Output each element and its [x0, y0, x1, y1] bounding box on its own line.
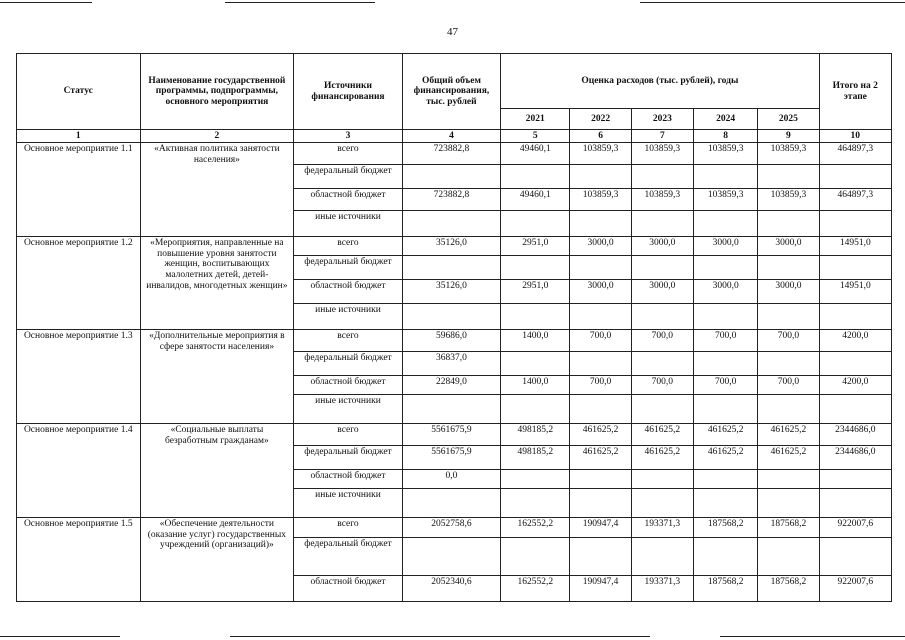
cell-stage: 464897,3 — [819, 143, 891, 165]
cell-year — [631, 489, 693, 518]
cell-year — [758, 395, 819, 424]
cell-year: 187568,2 — [758, 576, 819, 602]
cell-year: 103859,3 — [758, 189, 819, 211]
cell-year — [693, 304, 757, 330]
source-label: областной бюджет — [294, 470, 402, 489]
cell-year: 103859,3 — [570, 143, 631, 165]
cell-total — [402, 489, 500, 518]
source-label: всего — [294, 518, 402, 538]
cell-total — [402, 211, 500, 237]
cell-year — [570, 352, 631, 376]
col-number: 8 — [693, 130, 757, 143]
cell-year: 190947,4 — [570, 576, 631, 602]
col-number: 9 — [758, 130, 819, 143]
source-label: областной бюджет — [294, 376, 402, 395]
header-estimate: Оценка расходов (тыс. рублей), годы — [501, 54, 819, 109]
cell-year — [570, 470, 631, 489]
cell-year: 162552,2 — [501, 518, 570, 538]
source-label: всего — [294, 237, 402, 256]
col-number: 6 — [570, 130, 631, 143]
top-rule-left — [0, 2, 92, 3]
cell-year — [758, 211, 819, 237]
cell-year — [631, 352, 693, 376]
cell-stage: 464897,3 — [819, 189, 891, 211]
cell-year: 461625,2 — [693, 424, 757, 446]
source-label: всего — [294, 424, 402, 446]
top-rule-mid — [225, 2, 375, 3]
cell-year — [758, 489, 819, 518]
cell-total: 2052758,6 — [402, 518, 500, 538]
cell-year: 3000,0 — [570, 237, 631, 256]
cell-total: 5561675,9 — [402, 424, 500, 446]
cell-total: 36837,0 — [402, 352, 500, 376]
cell-year — [631, 304, 693, 330]
cell-total — [402, 395, 500, 424]
cell-total: 0,0 — [402, 470, 500, 489]
cell-stage — [819, 256, 891, 280]
source-label: иные источники — [294, 211, 402, 237]
cell-year: 49460,1 — [501, 189, 570, 211]
cell-stage: 922007,6 — [819, 576, 891, 602]
cell-stage: 4200,0 — [819, 376, 891, 395]
cell-year: 498185,2 — [501, 424, 570, 446]
cell-year — [631, 538, 693, 576]
cell-stage: 922007,6 — [819, 518, 891, 538]
header-stage-total: Итого на 2 этапе — [819, 54, 891, 130]
block-name: «Дополнительные мероприятия в сфере занятости населения» — [140, 330, 294, 424]
source-label: областной бюджет — [294, 280, 402, 304]
source-label: областной бюджет — [294, 576, 402, 602]
block-status: Основное мероприятие 1.5 — [17, 518, 141, 602]
cell-year — [501, 489, 570, 518]
cell-year: 700,0 — [758, 376, 819, 395]
cell-year: 498185,2 — [501, 446, 570, 470]
cell-year: 700,0 — [693, 330, 757, 352]
cell-year: 461625,2 — [570, 446, 631, 470]
cell-year — [758, 352, 819, 376]
cell-year — [570, 165, 631, 189]
cell-year: 3000,0 — [631, 280, 693, 304]
cell-year — [631, 395, 693, 424]
bottom-rule-right — [720, 636, 905, 637]
cell-year: 49460,1 — [501, 143, 570, 165]
cell-year: 162552,2 — [501, 576, 570, 602]
cell-year: 700,0 — [758, 330, 819, 352]
cell-year — [501, 211, 570, 237]
cell-stage: 14951,0 — [819, 237, 891, 256]
col-number: 4 — [402, 130, 500, 143]
header-sources: Источники финансирования — [294, 54, 402, 130]
cell-year — [501, 352, 570, 376]
col-number: 5 — [501, 130, 570, 143]
cell-year — [501, 256, 570, 280]
cell-year: 103859,3 — [693, 143, 757, 165]
cell-stage: 14951,0 — [819, 280, 891, 304]
cell-year — [758, 470, 819, 489]
cell-year — [693, 352, 757, 376]
cell-year: 103859,3 — [631, 189, 693, 211]
page-number: 47 — [447, 26, 458, 38]
cell-stage: 4200,0 — [819, 330, 891, 352]
block-status: Основное мероприятие 1.3 — [17, 330, 141, 424]
cell-year: 3000,0 — [758, 237, 819, 256]
cell-stage — [819, 304, 891, 330]
block-status: Основное мероприятие 1.4 — [17, 424, 141, 518]
header-year: 2025 — [758, 109, 819, 130]
cell-year: 461625,2 — [570, 424, 631, 446]
cell-year: 2951,0 — [501, 280, 570, 304]
cell-year: 461625,2 — [758, 424, 819, 446]
cell-total: 35126,0 — [402, 280, 500, 304]
header-year: 2022 — [570, 109, 631, 130]
cell-stage — [819, 352, 891, 376]
cell-stage — [819, 165, 891, 189]
cell-year: 700,0 — [693, 376, 757, 395]
source-label: федеральный бюджет — [294, 165, 402, 189]
block-name: «Активная политика занятости населения» — [140, 143, 294, 237]
cell-year — [693, 395, 757, 424]
cell-year: 187568,2 — [693, 576, 757, 602]
cell-year — [758, 304, 819, 330]
cell-year — [693, 211, 757, 237]
financing-table — [16, 53, 892, 602]
cell-total: 2052340,6 — [402, 576, 500, 602]
source-label: федеральный бюджет — [294, 538, 402, 576]
block-status: Основное мероприятие 1.1 — [17, 143, 141, 237]
cell-year: 3000,0 — [758, 280, 819, 304]
top-rule-right — [640, 2, 905, 3]
cell-total — [402, 256, 500, 280]
cell-year — [501, 395, 570, 424]
cell-year — [570, 395, 631, 424]
cell-year — [501, 165, 570, 189]
cell-year — [631, 211, 693, 237]
cell-year: 103859,3 — [631, 143, 693, 165]
cell-stage — [819, 489, 891, 518]
block-name: «Обеспечение деятельности (оказание услуг) государственных учреждений (организаций)» — [140, 518, 294, 602]
cell-stage — [819, 395, 891, 424]
cell-stage: 2344686,0 — [819, 424, 891, 446]
header-name: Наименование государственной программы, подпрограммы, основного мероприятия — [140, 54, 294, 130]
block-name: «Мероприятия, направленные на повышение уровня занятости женщин, воспитывающих малолетних детей, детей-инвалидов, многодетных женщин» — [140, 237, 294, 330]
cell-year: 3000,0 — [631, 237, 693, 256]
cell-year: 103859,3 — [570, 189, 631, 211]
cell-stage — [819, 538, 891, 576]
col-number: 1 — [17, 130, 141, 143]
cell-year: 461625,2 — [693, 446, 757, 470]
cell-year: 2951,0 — [501, 237, 570, 256]
cell-total: 5561675,9 — [402, 446, 500, 470]
cell-stage — [819, 470, 891, 489]
cell-year — [693, 256, 757, 280]
cell-year: 1400,0 — [501, 376, 570, 395]
cell-year — [631, 165, 693, 189]
cell-year — [570, 489, 631, 518]
cell-stage: 2344686,0 — [819, 446, 891, 470]
block-status: Основное мероприятие 1.2 — [17, 237, 141, 330]
cell-total: 723882,8 — [402, 189, 500, 211]
cell-total: 35126,0 — [402, 237, 500, 256]
cell-year: 3000,0 — [570, 280, 631, 304]
col-number: 3 — [294, 130, 402, 143]
cell-year — [758, 256, 819, 280]
cell-year: 700,0 — [570, 376, 631, 395]
source-label: иные источники — [294, 304, 402, 330]
source-label: всего — [294, 143, 402, 165]
cell-stage — [819, 211, 891, 237]
cell-year: 103859,3 — [758, 143, 819, 165]
cell-total — [402, 165, 500, 189]
bottom-rule-mid — [230, 636, 650, 637]
source-label: федеральный бюджет — [294, 446, 402, 470]
cell-year — [693, 538, 757, 576]
cell-year — [570, 211, 631, 237]
cell-year: 187568,2 — [693, 518, 757, 538]
cell-year: 700,0 — [631, 330, 693, 352]
col-number: 7 — [631, 130, 693, 143]
source-label: федеральный бюджет — [294, 352, 402, 376]
cell-year — [758, 165, 819, 189]
cell-year: 187568,2 — [758, 518, 819, 538]
block-name: «Социальные выплаты безработным гражданам» — [140, 424, 294, 518]
cell-year: 3000,0 — [693, 237, 757, 256]
header-status: Статус — [17, 54, 141, 130]
source-label: иные источники — [294, 395, 402, 424]
cell-year — [693, 489, 757, 518]
cell-year — [570, 256, 631, 280]
cell-year — [693, 470, 757, 489]
cell-year — [501, 538, 570, 576]
source-label: всего — [294, 330, 402, 352]
cell-total — [402, 538, 500, 576]
cell-year — [570, 304, 631, 330]
bottom-rule-left — [0, 636, 120, 637]
cell-year: 461625,2 — [631, 446, 693, 470]
source-label: областной бюджет — [294, 189, 402, 211]
header-year: 2024 — [693, 109, 757, 130]
cell-year: 193371,3 — [631, 518, 693, 538]
header-year: 2023 — [631, 109, 693, 130]
cell-year: 193371,3 — [631, 576, 693, 602]
cell-year — [631, 470, 693, 489]
header-year: 2021 — [501, 109, 570, 130]
cell-total: 59686,0 — [402, 330, 500, 352]
source-label: федеральный бюджет — [294, 256, 402, 280]
cell-year: 700,0 — [570, 330, 631, 352]
col-number: 2 — [140, 130, 294, 143]
cell-year — [501, 304, 570, 330]
cell-year: 461625,2 — [631, 424, 693, 446]
cell-year: 461625,2 — [758, 446, 819, 470]
cell-total: 22849,0 — [402, 376, 500, 395]
cell-year — [501, 470, 570, 489]
cell-year: 700,0 — [631, 376, 693, 395]
cell-total: 723882,8 — [402, 143, 500, 165]
cell-year — [693, 165, 757, 189]
cell-total — [402, 304, 500, 330]
cell-year: 1400,0 — [501, 330, 570, 352]
cell-year: 103859,3 — [693, 189, 757, 211]
col-number: 10 — [819, 130, 891, 143]
source-label: иные источники — [294, 489, 402, 518]
cell-year: 3000,0 — [693, 280, 757, 304]
cell-year — [758, 538, 819, 576]
cell-year — [631, 256, 693, 280]
cell-year: 190947,4 — [570, 518, 631, 538]
cell-year — [570, 538, 631, 576]
header-total: Общий объем финансирования, тыс. рублей — [402, 54, 500, 130]
